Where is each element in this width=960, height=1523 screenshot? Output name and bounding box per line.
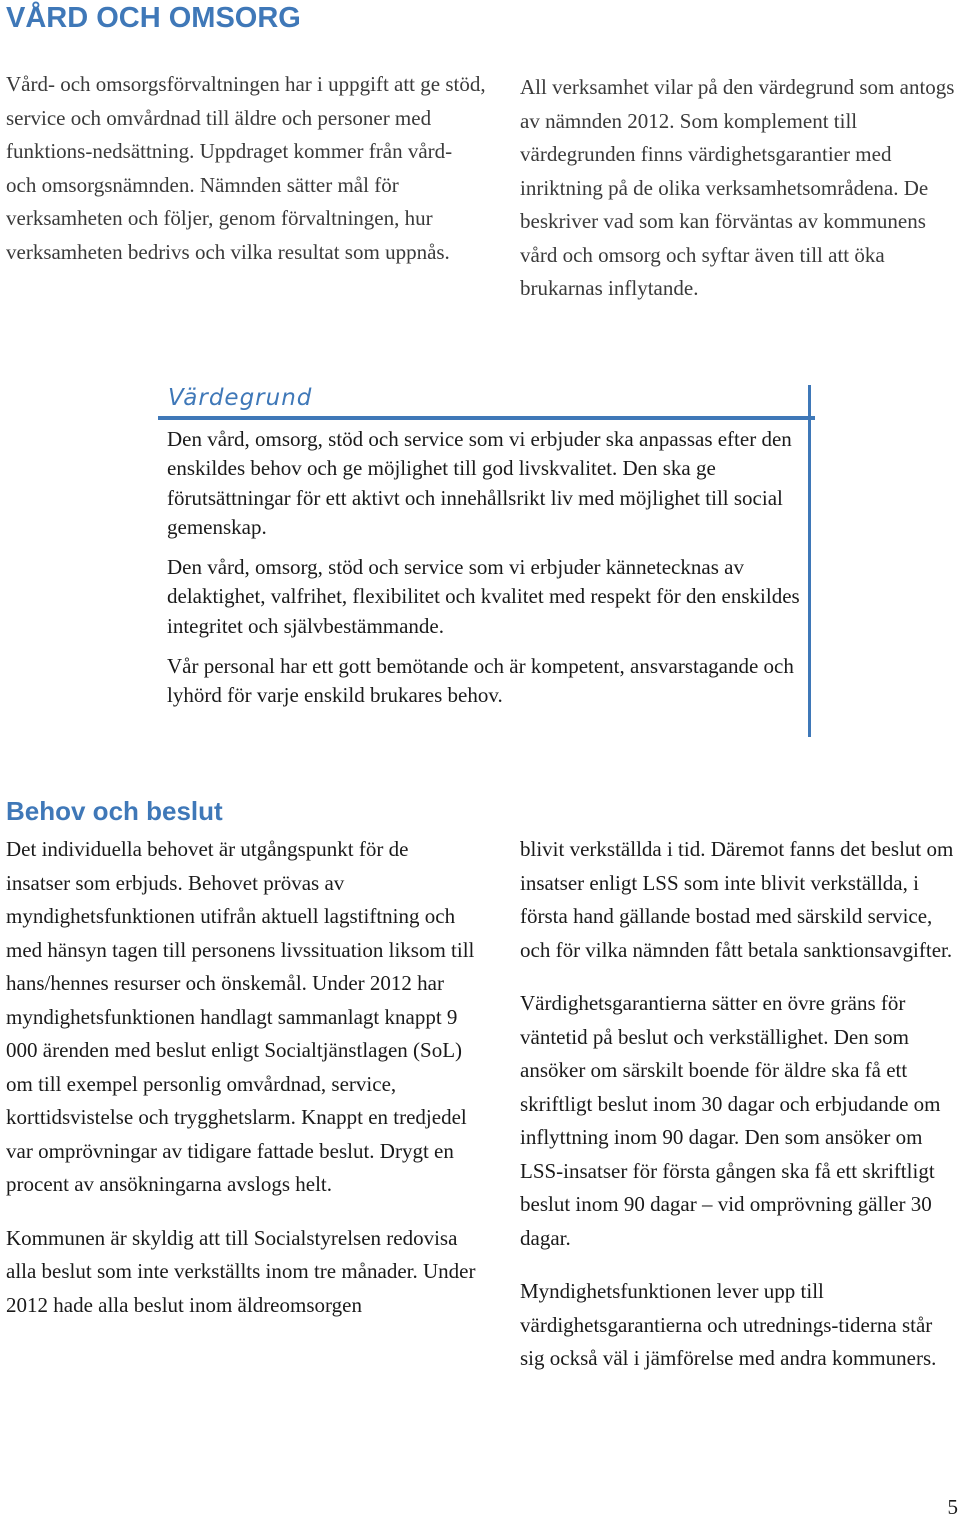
intro-left-column — [6, 68, 486, 269]
behov-paragraph: Värdighetsgarantierna sätter en övre gräns för väntetid på beslut och verkställighet. Den som ansöker om särskilt boende för äldre ska få ett skriftligt beslut inom 30 dagar och erbjudande om inflyttning inom 90 dagar. Den som ansöker om LSS-insatser för första gången ska få ett skriftligt beslut inom 90 dagar – vid omprövning gäller 30 dagar. — [520, 991, 941, 1250]
intro-left-paragraph: Vård- och omsorgsförvaltningen har i uppgift att ge stöd, service och omvårdnad till äldre och personer med funktions-nedsättning. Uppdraget kommer från vård- och omsorgsnämnden. Nämnden sätter mål för verksamheten och följer, genom förvaltningen, hur verksamheten bedrivs och vilka resultat som uppnås. — [6, 72, 486, 264]
page-title: VÅRD OCH OMSORG — [6, 2, 301, 34]
behov-paragraph: blivit verkställda i tid. Däremot fanns det beslut om insatser enligt LSS som inte blivit verkställda, i första hand gällande bostad med särskild service, och för vilka nämnden fått betala sanktionsavgifter. — [520, 837, 954, 962]
behov-left-column — [6, 833, 476, 1342]
section-heading-behov: Behov och beslut — [6, 796, 223, 826]
intro-right-paragraph: All verksamhet vilar på den värdegrund som antogs av nämnden 2012. Som komplement till värdegrunden finns värdighetsgarantier med inriktning på de olika verksamhetsområdena. De beskriver vad som kan förväntas av kommunens vård och omsorg och syftar även till att öka brukarnas inflytande. — [520, 75, 955, 300]
behov-paragraph: Det individuella behovet är utgångspunkt för de insatser som erbjuds. Behovet prövas av myndighetsfunktionen utifrån aktuell lagstiftning och med hänsyn tagen till personens livssituation liksom till hans/hennes resurser och önskemål. Under 2012 har myndighetsfunktionen handlagt sammanlagt knappt 9 000 ärenden med beslut enligt Socialtjänstlagen (SoL) om till exempel personlig omvårdnad, service, korttidsvistelse och trygghetslarm. Knappt en tredjedel var omprövningar av tidigare fattade beslut. Drygt en procent av ansökningarna avslogs helt. — [6, 837, 475, 1196]
page-number: 5 — [947, 1495, 958, 1519]
intro-right-column — [520, 71, 960, 306]
values-paragraph: Den vård, omsorg, stöd och service som vi erbjuder ska anpassas efter den enskildes behov och ge möjlighet till god livskvalitet. Den ska ge förutsättningar för ett aktivt och innehållsrikt liv med möjlighet till social gemenskap. — [167, 427, 792, 539]
values-box-rule — [158, 416, 815, 420]
behov-right-column — [520, 833, 960, 1396]
values-paragraph: Den vård, omsorg, stöd och service som vi erbjuder kännetecknas av delaktighet, valfrihet, flexibilitet och kvalitet med respekt för den enskildes integritet och självbestämmande. — [167, 555, 800, 638]
behov-paragraph: Kommunen är skyldig att till Socialstyrelsen redovisa alla beslut som inte verkställts inom tre månader. Under 2012 hade alla beslut inom äldreomsorgen — [6, 1225, 476, 1317]
values-box-body — [167, 425, 807, 722]
values-box — [158, 385, 811, 737]
values-box-title: Värdegrund — [168, 385, 313, 411]
values-paragraph: Vår personal har ett gott bemötande och är kompetent, ansvarstagande och lyhörd för varje enskild brukares behov. — [167, 654, 794, 708]
behov-paragraph: Myndighetsfunktionen lever upp till värdighetsgarantierna och utrednings-tiderna står sig också väl i jämförelse med andra kommuners. — [520, 1279, 937, 1370]
